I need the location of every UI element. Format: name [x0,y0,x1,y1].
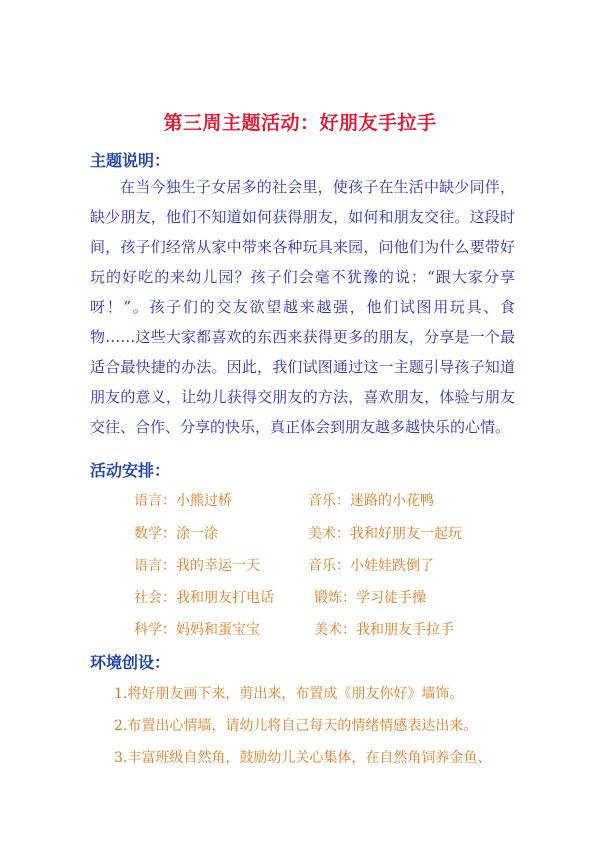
activity-right: 美术：我和朋友手拉手 [314,622,454,638]
activity-left: 语言：我的幸运一天 [134,558,260,574]
environment-heading: 环境创设： [90,653,171,672]
activity-left: 社会：我和朋友打电话 [134,590,274,606]
environment-item: 1.将好朋友画下来，剪出来，布置成《朋友你好》墙饰。 [114,686,464,702]
environment-item: 3.丰富班级自然角，鼓励幼儿关心集体，在自然角饲养金鱼、 [114,750,492,766]
page-title: 第三周主题活动：好朋友手拉手 [163,112,437,134]
intro-heading: 主题说明： [90,151,171,170]
activity-left: 科学：妈妈和蛋宝宝 [134,622,260,638]
activity-right: 美术：我和好朋友一起玩 [308,526,462,542]
activity-left: 语言：小熊过桥 [134,493,232,509]
activity-right: 锻炼：学习徒手操 [314,590,426,606]
activity-left: 数学：涂一涂 [134,526,218,542]
activity-right: 音乐：小娃娃跌倒了 [308,558,434,574]
environment-item: 2.布置出心情墙，请幼儿将自己每天的情绪情感表达出来。 [114,718,478,734]
intro-paragraph: 在当今独生子女居多的社会里，使孩子在生活中缺少同伴，缺少朋友，他们不知道如何获得朋友，如何和朋友交往。这段时间，孩子们经常从家中带来各种玩具来园，问他们为什么要带好玩的好吃的来幼儿园？孩子们会毫不犹豫的说：“跟大家分享呀！”。孩子们的交友欲望越来越强，他们试图用玩具、食物……这些大家都喜欢的东西来获得更多的朋友，分享是一个最适合最快捷的办法。因此，我们试图通过这一主题引导孩子知道朋友的意义，让幼儿获得交朋友的方法，喜欢朋友，体验与朋友交往、合作、分享的快乐，真正体会到朋友越多越快乐的心情。 [90,178,515,436]
activity-right: 音乐：迷路的小花鸭 [308,493,434,509]
activities-heading: 活动安排： [90,461,171,480]
